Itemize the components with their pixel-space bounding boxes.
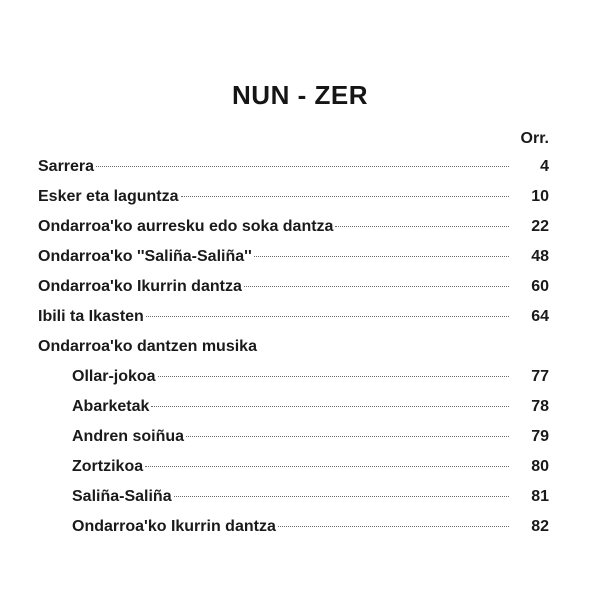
toc-entry-page: 22 <box>531 218 549 235</box>
dot-leader <box>244 286 509 287</box>
toc-entry-page: 80 <box>531 458 549 475</box>
toc-entry-title: Andren soiñua <box>72 428 185 445</box>
table-of-contents <box>0 152 600 542</box>
page-title: NUN - ZER <box>232 80 368 110</box>
toc-entry-page: 48 <box>531 248 549 265</box>
toc-entry-title: Saliña-Saliña <box>72 488 172 505</box>
dot-leader <box>186 436 509 437</box>
dot-leader <box>254 256 509 257</box>
toc-entry-title: Ondarroa'ko Ikurrin dantza <box>72 518 276 535</box>
toc-entry-page: 79 <box>531 428 549 445</box>
dot-leader <box>158 376 509 377</box>
toc-entry-page: 81 <box>531 488 549 505</box>
dot-leader <box>335 226 509 227</box>
dot-leader <box>146 316 509 317</box>
toc-entry <box>0 242 600 272</box>
toc-entry-page: 78 <box>531 398 549 415</box>
toc-sub-entry <box>0 512 600 542</box>
toc-entry-page: 10 <box>531 188 549 205</box>
toc-sub-entry <box>0 422 600 452</box>
toc-entry-title: Esker eta laguntza <box>38 188 179 205</box>
toc-entry <box>0 152 600 182</box>
dot-leader <box>96 166 509 167</box>
dot-leader <box>181 196 510 197</box>
toc-entry-title: Ondarroa'ko Ikurrin dantza <box>38 278 242 295</box>
toc-entry-title: Ondarroa'ko dantzen musika <box>38 338 257 355</box>
toc-section-heading <box>0 332 600 362</box>
toc-entry-title: Abarketak <box>72 398 150 415</box>
toc-entry-title: Ondarroa'ko ''Saliña-Saliña'' <box>38 248 252 265</box>
dot-leader <box>151 406 509 407</box>
toc-sub-entry <box>0 392 600 422</box>
toc-entry-page: 82 <box>531 518 549 535</box>
toc-entry-title: Ollar-jokoa <box>72 368 156 385</box>
toc-entry-page: 64 <box>531 308 549 325</box>
toc-entry <box>0 302 600 332</box>
dot-leader <box>145 466 509 467</box>
toc-entry-title: Ibili ta Ikasten <box>38 308 144 325</box>
toc-entry-page: 77 <box>531 368 549 385</box>
toc-entry-title: Zortzikoa <box>72 458 144 475</box>
toc-entry-title: Sarrera <box>38 158 95 175</box>
toc-entry-page: 4 <box>540 158 549 175</box>
toc-sub-entry <box>0 482 600 512</box>
toc-sub-entry <box>0 362 600 392</box>
toc-entry-page: 60 <box>531 278 549 295</box>
toc-entry-title: Ondarroa'ko aurresku edo soka dantza <box>38 218 334 235</box>
toc-sub-entry <box>0 452 600 482</box>
toc-entry <box>0 272 600 302</box>
toc-entry <box>0 212 600 242</box>
toc-entry <box>0 182 600 212</box>
page-column-header: Orr. <box>520 130 549 147</box>
dot-leader <box>278 526 509 527</box>
dot-leader <box>174 496 509 497</box>
